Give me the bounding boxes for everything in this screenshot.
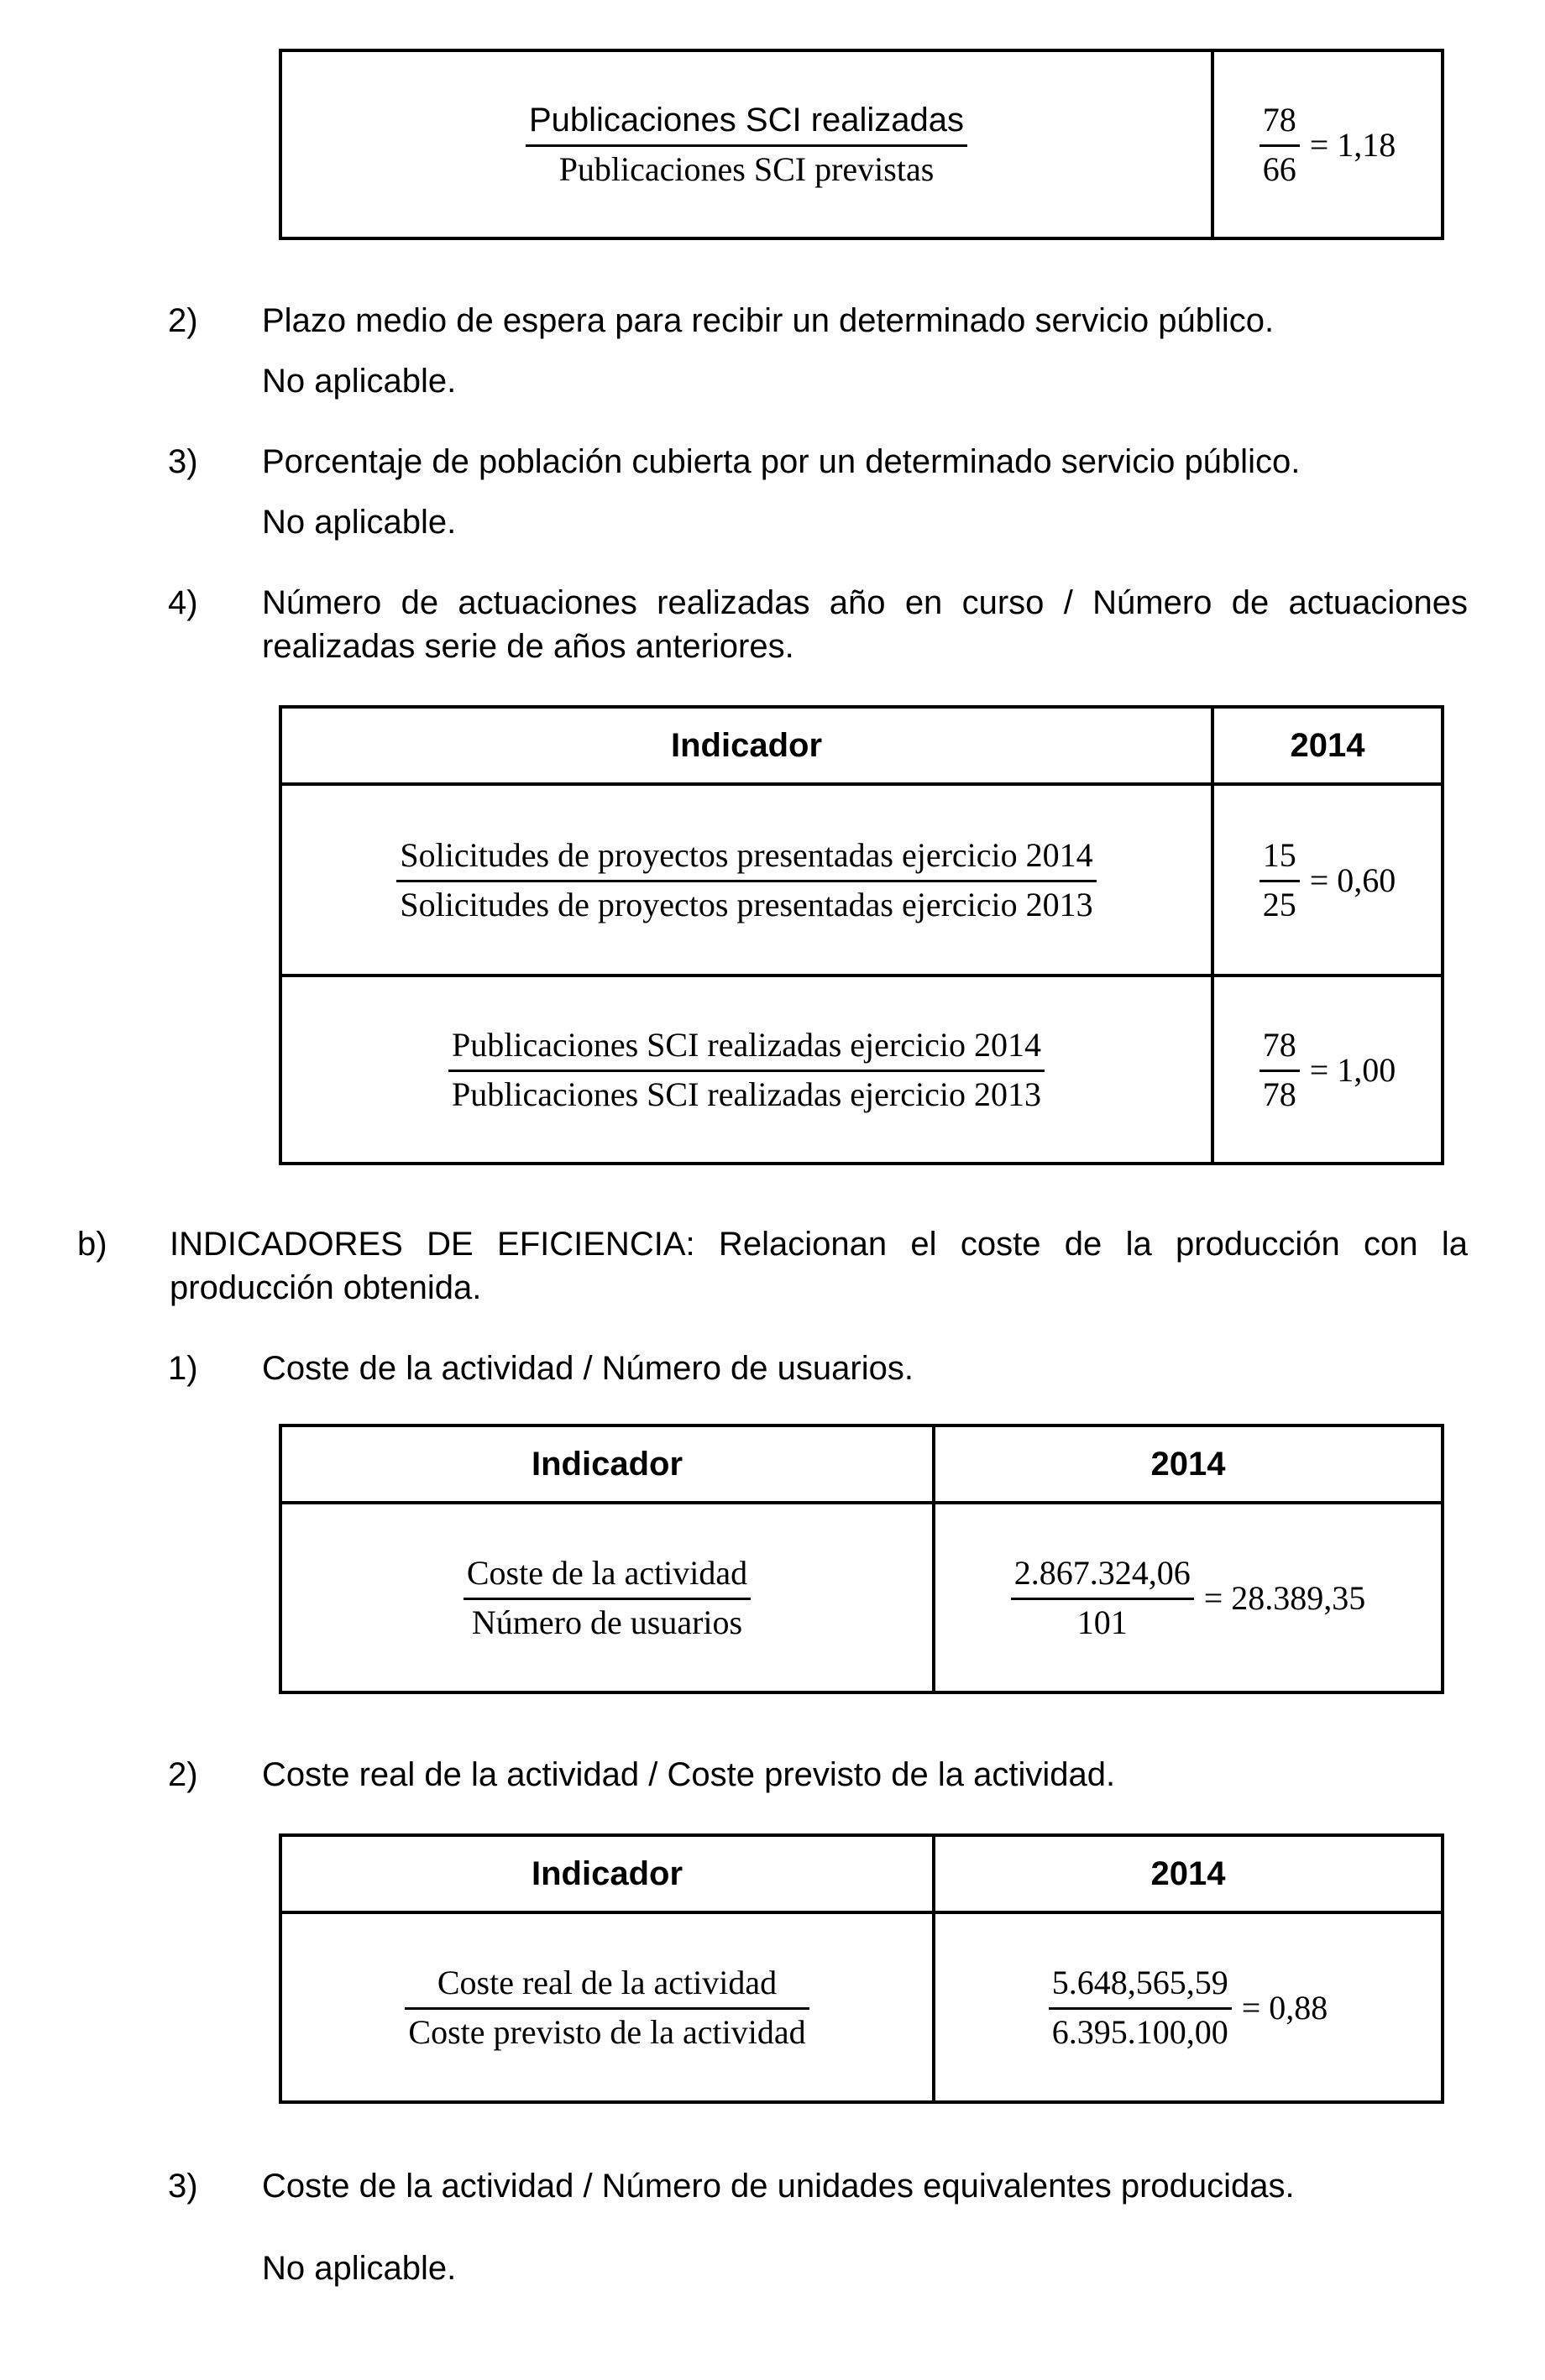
- value-cell: [1214, 977, 1441, 1162]
- fraction-denominator: Coste previsto de la actividad: [408, 2012, 806, 2051]
- header-year: 2014: [1290, 726, 1365, 764]
- value-fraction: [1260, 101, 1300, 189]
- value-numerator: 5.648,565,59: [1051, 1963, 1228, 2001]
- value-denominator: 101: [1076, 1603, 1128, 1641]
- indicator-cell: [282, 786, 1211, 974]
- value-denominator: 78: [1262, 1075, 1296, 1113]
- list-item-number: 1): [168, 1350, 198, 1387]
- value-numerator: 2.867.324,06: [1013, 1553, 1191, 1592]
- table-actuaciones: [279, 705, 1444, 1165]
- value-denominator: 25: [1262, 885, 1296, 923]
- indicator-cell: [282, 1504, 932, 1691]
- fraction-numerator: Solicitudes de proyectos presentadas ejercicio 2014: [400, 835, 1093, 874]
- value-result: = 0,88: [1241, 1988, 1328, 2027]
- list-item-text: Coste real de la actividad / Coste previsto de la actividad.: [262, 1756, 1116, 1793]
- header-indicador: Indicador: [531, 1445, 683, 1483]
- fraction-bar: [405, 2007, 809, 2010]
- fraction-bar: [396, 880, 1096, 882]
- fraction-bar: [1260, 1070, 1300, 1072]
- value-fraction: [1011, 1554, 1194, 1642]
- list-item-text: Porcentaje de población cubierta por un determinado servicio público.: [262, 443, 1301, 480]
- fraction-numerator: Coste de la actividad: [466, 1553, 748, 1592]
- list-item-number: 2): [168, 302, 198, 339]
- fraction-numerator: Publicaciones SCI realizadas ejercicio 2014: [452, 1025, 1041, 1064]
- fraction-numerator: Publicaciones SCI realizadas: [528, 101, 965, 139]
- section-heading: INDICADORES DE EFICIENCIA: Relacionan el coste de la producción con la producción obtenida.: [170, 1226, 1468, 1306]
- fraction-bar: [1011, 1598, 1194, 1600]
- list-item-number: 2): [168, 1756, 198, 1793]
- list-item-number: 3): [168, 2168, 198, 2205]
- list-item-text: Coste de la actividad / Número de unidades equivalentes producidas.: [262, 2168, 1295, 2205]
- value-denominator: 6.395.100,00: [1051, 2012, 1228, 2051]
- value-numerator: 15: [1262, 835, 1296, 874]
- header-indicador: Indicador: [531, 1854, 683, 1892]
- fraction-bar: [464, 1598, 751, 1600]
- list-item-text: Plazo medio de espera para recibir un determinado servicio público.: [262, 302, 1275, 339]
- fraction-denominator: Publicaciones SCI previstas: [558, 149, 935, 188]
- section-letter: b): [77, 1226, 107, 1263]
- value-result: = 1,00: [1309, 1050, 1396, 1089]
- list-item-number: 3): [168, 443, 198, 480]
- list-item-text: Número de actuaciones realizadas año en curso / Número de actuaciones realizadas serie de años anteriores.: [262, 584, 1468, 665]
- list-item-note: No aplicable.: [262, 363, 457, 400]
- list-item-note: No aplicable.: [262, 2250, 457, 2287]
- header-year: 2014: [1150, 1854, 1226, 1892]
- fraction-bar: [1049, 2007, 1232, 2010]
- table-coste: [279, 1833, 1444, 2104]
- fraction-bar: [448, 1070, 1045, 1072]
- indicator-fraction: [405, 1964, 809, 2052]
- fraction-bar: [1260, 880, 1300, 882]
- value-cell: [1214, 786, 1441, 974]
- value-fraction: [1260, 836, 1300, 924]
- fraction-numerator: Coste real de la actividad: [437, 1963, 778, 2001]
- list-item-note: No aplicable.: [262, 504, 457, 541]
- fraction-denominator: Publicaciones SCI realizadas ejercicio 2013: [452, 1075, 1041, 1113]
- indicator-fraction: [526, 101, 967, 189]
- value-fraction: [1049, 1964, 1232, 2052]
- value-cell: [935, 1914, 1441, 2100]
- indicator-fraction: [448, 1026, 1045, 1114]
- header-year: 2014: [1150, 1445, 1226, 1483]
- fraction-denominator: Número de usuarios: [471, 1603, 743, 1641]
- list-item-number: 4): [168, 584, 198, 621]
- indicator-fraction: [396, 836, 1096, 924]
- fraction-denominator: Solicitudes de proyectos presentadas ejercicio 2013: [400, 885, 1093, 923]
- table-usuarios: [279, 1424, 1444, 1694]
- fraction-bar: [526, 144, 967, 147]
- value-result: = 1,18: [1309, 125, 1396, 164]
- indicator-cell: [282, 52, 1211, 237]
- value-cell: [1214, 52, 1441, 237]
- list-item-text: Coste de la actividad / Número de usuarios.: [262, 1350, 914, 1387]
- value-fraction: [1260, 1026, 1300, 1114]
- indicator-fraction: [464, 1554, 751, 1642]
- value-cell: [935, 1504, 1441, 1691]
- indicator-cell: [282, 977, 1211, 1162]
- value-result: = 0,60: [1309, 860, 1396, 899]
- value-numerator: 78: [1262, 100, 1296, 139]
- fraction-bar: [1260, 144, 1300, 147]
- value-numerator: 78: [1262, 1025, 1296, 1064]
- table-publicaciones-previstas: [279, 49, 1444, 240]
- value-denominator: 66: [1262, 149, 1296, 188]
- value-result: = 28.389,35: [1203, 1578, 1366, 1617]
- header-indicador: Indicador: [670, 726, 823, 764]
- indicator-cell: [282, 1914, 932, 2100]
